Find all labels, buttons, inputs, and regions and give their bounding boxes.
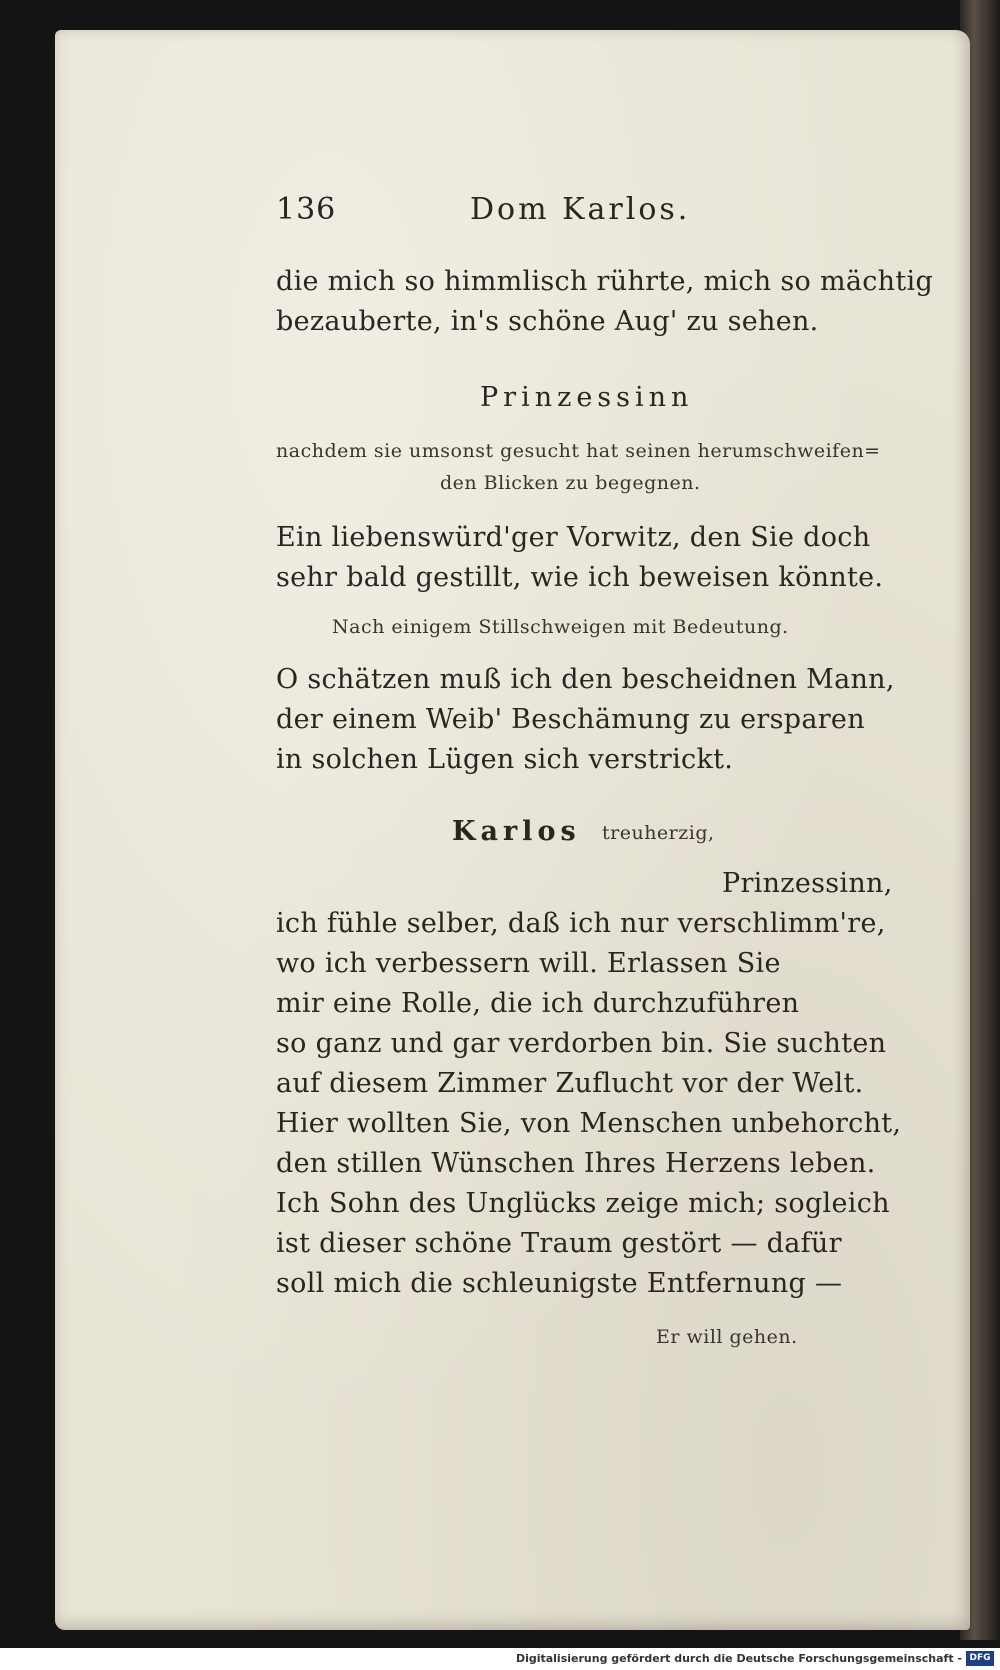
verse-line: mir eine Rolle, die ich durchzuführen bbox=[276, 988, 800, 1019]
verse-line: Hier wollten Sie, von Menschen unbehorcht, bbox=[276, 1108, 902, 1139]
verse-line: so ganz und gar verdorben bin. Sie suchten bbox=[276, 1028, 887, 1059]
verse-line: der einem Weib' Beschämung zu ersparen bbox=[276, 704, 865, 735]
verse-line: O schätzen muß ich den bescheidnen Mann, bbox=[276, 664, 895, 695]
verse-line: wo ich verbessern will. Erlassen Sie bbox=[276, 948, 781, 979]
verse-line: Prinzessinn, bbox=[722, 868, 893, 899]
stage-direction: den Blicken zu begegnen. bbox=[440, 472, 701, 494]
verse-line: ich fühle selber, daß ich nur verschlimm're, bbox=[276, 908, 886, 939]
verse-line: sehr bald gestillt, wie ich beweisen könnte. bbox=[276, 562, 884, 593]
verse-line: bezauberte, in's schöne Aug' zu sehen. bbox=[276, 306, 819, 337]
stage-direction: Nach einigem Stillschweigen mit Bedeutung. bbox=[332, 616, 789, 638]
stage-direction: nachdem sie umsonst gesucht hat seinen herumschweifen= bbox=[276, 440, 881, 462]
running-title: Dom Karlos. bbox=[470, 192, 691, 227]
verse-line: ist dieser schöne Traum gestört — dafür bbox=[276, 1228, 842, 1259]
verse-line: den stillen Wünschen Ihres Herzens leben. bbox=[276, 1148, 876, 1179]
stage-direction: treuherzig, bbox=[602, 822, 715, 844]
stage-direction: Er will gehen. bbox=[656, 1326, 798, 1348]
speaker-name: Karlos bbox=[452, 816, 581, 847]
page-number: 136 bbox=[276, 192, 337, 227]
verse-line: Ein liebenswürd'ger Vorwitz, den Sie doch bbox=[276, 522, 871, 553]
verse-line: die mich so himmlisch rührte, mich so mächtig bbox=[276, 266, 934, 297]
verse-line: soll mich die schleunigste Entfernung — bbox=[276, 1268, 843, 1299]
verse-line: auf diesem Zimmer Zuflucht vor der Welt. bbox=[276, 1068, 864, 1099]
dfg-logo: DFG bbox=[966, 1651, 994, 1666]
verse-line: Ich Sohn des Unglücks zeige mich; sogleich bbox=[276, 1188, 890, 1219]
verse-line: in solchen Lügen sich verstrickt. bbox=[276, 744, 734, 775]
speaker-name: Prinzessinn bbox=[480, 382, 694, 413]
funding-credit: Digitalisierung gefördert durch die Deutsche Forschungsgemeinschaft - bbox=[515, 1652, 962, 1665]
